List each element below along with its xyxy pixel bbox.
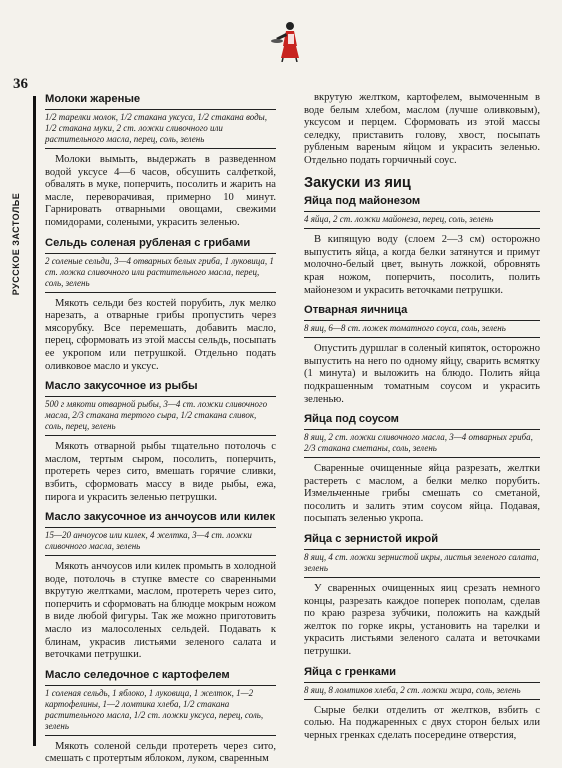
ingredients: 15—20 анчоусов или килек, 4 желтка, 3—4 ст. ложки сливочного масла, зелень <box>45 527 276 556</box>
instructions: Мякоть соленой сельди протереть через сито, смешать с протертым яблоком, луком, сваренным <box>45 740 276 765</box>
recipe-title: Масло селедочное с картофелем <box>45 668 230 681</box>
chef-illustration <box>270 20 306 62</box>
right-column <box>304 92 540 742</box>
page-number: 36 <box>13 76 28 92</box>
instructions: Сваренные очищенные яйца разрезать, желтки растереть с маслом, а белки мелко порубить. Измельченные грибы смешать со сметаной, посолить и залить этим соусом яйца. Подавая, посыпать зеленью укропа. <box>304 463 540 525</box>
recipe-title: Сельдь соленая рубленая с грибами <box>45 236 251 249</box>
ingredients: 8 яиц, 4 ст. ложки зернистой икры, листья зеленого салата, зелень <box>304 549 540 578</box>
recipe-title: Масло закусочное из анчоусов или килек <box>45 511 276 524</box>
recipe-title: Яйца с зернистой икрой <box>304 533 439 546</box>
instructions: Молоки вымыть, выдержать в разведенном водой уксусе 4—6 часов, обсушить салфеткой, обвалять в муке, поперчить, посолить и жарить на масле, переворачивая, примерно 10 минут. Гарнировать отварными овощами, свежими помидорами, солеными, украсить зеленью. <box>45 154 276 228</box>
instructions: Опустить дуршлаг в соленый кипяток, осторожно выпустить на него по одному яйцу, сварить всмятку (1 минута) и выложить на блюдо. Полить яйца подкрашенным томатным соусом и украсить зеленью. <box>304 343 540 405</box>
continuation-text: вкрутую желтком, картофелем, вымоченным в воде белым хлебом, маслом (лучше оливковым), уксусом и перцем. Сформовать из этой массы селедку, приставить голову, хвост, посыпать рубленым вареным яйцом и украсить зеленью. Отдельно подать горчичный соус. <box>304 92 540 166</box>
ingredients: 8 яиц, 2 ст. ложки сливочного масла, 3—4 отварных гриба, 2/3 стакана сметаны, соль, зелень <box>304 429 540 458</box>
instructions: Мякоть отварной рыбы тщательно потолочь с маслом, тертым сыром, посолить, поперчить, протереть через сито, вмешать горячие сливки, взбить, сформовать массу в виде рыбы, ежа, пирога и украсить зеленью петрушки. <box>45 441 276 503</box>
margin-rule <box>33 96 36 746</box>
recipe-title: Отварная яичница <box>304 304 408 317</box>
recipe <box>304 195 540 297</box>
ingredients: 1 соленая сельдь, 1 яблоко, 1 луковица, 1 желток, 1—2 картофелины, 1—2 ломтика хлеба, 1/2 стакана растительного масла, 1/2 ст. ложки уксуса, перец, соль, зелень <box>45 685 276 736</box>
recipe-title: Молоки жареные <box>45 93 141 105</box>
recipe <box>304 304 540 406</box>
recipe-title: Яйца под майонезом <box>304 195 421 208</box>
recipe <box>45 669 276 766</box>
running-head: РУССКОЕ ЗАСТОЛЬЕ <box>11 192 21 296</box>
recipe-title: Яйца с гренками <box>304 665 397 678</box>
instructions: Мякоть анчоусов или килек промыть в холодной воде, потолочь в ступке вместе со сваренными вкрутую желтками, маслом, протереть через сито, поперчить и сформовать на блюдце мокрым ножом в виде любой фигуры. Так же можно приготовить масло из малосоленых сельдей. Подавать к блинам, украсив листьями зеленого салата и веточками петрушки. <box>45 561 277 661</box>
recipe <box>304 533 540 659</box>
recipe <box>45 93 276 230</box>
recipe <box>304 666 540 743</box>
recipe-title: Яйца под соусом <box>304 413 399 426</box>
instructions: В кипящую воду (слоем 2—3 см) осторожно выпустить яйца, а когда белки затянутся и примут молочно-белый цвет, вынуть ложкой, обровнять края ножом, поперчить, посолить, полить майонезом и украсить веточками петрушки. <box>304 234 540 296</box>
instructions: Сырые белки отделить от желтков, взбить с солью. На поджаренных с двух сторон белых или черных гренках сделать посередине отверстия, <box>304 704 540 741</box>
recipe <box>45 380 276 504</box>
left-column <box>45 93 276 766</box>
recipe <box>45 511 276 662</box>
ingredients: 1/2 тарелки молок, 1/2 стакана уксуса, 1/2 стакана воды, 1/2 стакана муки, 2 ст. ложки сливочного или растительного масла, перец, соль, зелень <box>45 109 276 149</box>
instructions: Мякоть сельди без костей порубить, лук мелко нарезать, а отварные грибы пропустить через мясорубку. Все перемешать, добавить масло, перец, сформовать из этой массы сельдь, посыпать ее укропом или петрушкой. Отдельно подать оливковое масло и уксус. <box>45 297 276 372</box>
section-title: Закуски из яиц <box>304 174 411 191</box>
recipe-title: Масло закусочное из рыбы <box>45 380 198 393</box>
ingredients: 500 г мякоти отварной рыбы, 3—4 ст. ложки сливочного масла, 2/3 стакана тертого сыра, 1/2 стакана сливок, соль, перец, зелень <box>45 396 276 436</box>
ingredients: 8 яиц, 6—8 ст. ложек томатного соуса, соль, зелень <box>304 320 540 338</box>
recipe <box>45 237 276 374</box>
ingredients: 8 яиц, 8 ломтиков хлеба, 2 ст. ложки жира, соль, зелень <box>304 682 540 700</box>
recipe <box>304 413 540 526</box>
instructions: У сваренных очищенных яиц срезать немного концы, разрезать каждое поперек пополам, сделав по краю разреза зубчики, положить на каждый желток по горке икры, установить на тарелки и украсить листьями зеленого салата и веточками петрушки. <box>304 583 540 658</box>
ingredients: 4 яйца, 2 ст. ложки майонеза, перец, соль, зелень <box>304 211 540 229</box>
ingredients: 2 соленые сельди, 3—4 отварных белых гриба, 1 луковица, 1 ст. ложка сливочного или растительного масла, перец, соль, зелень <box>45 253 276 293</box>
